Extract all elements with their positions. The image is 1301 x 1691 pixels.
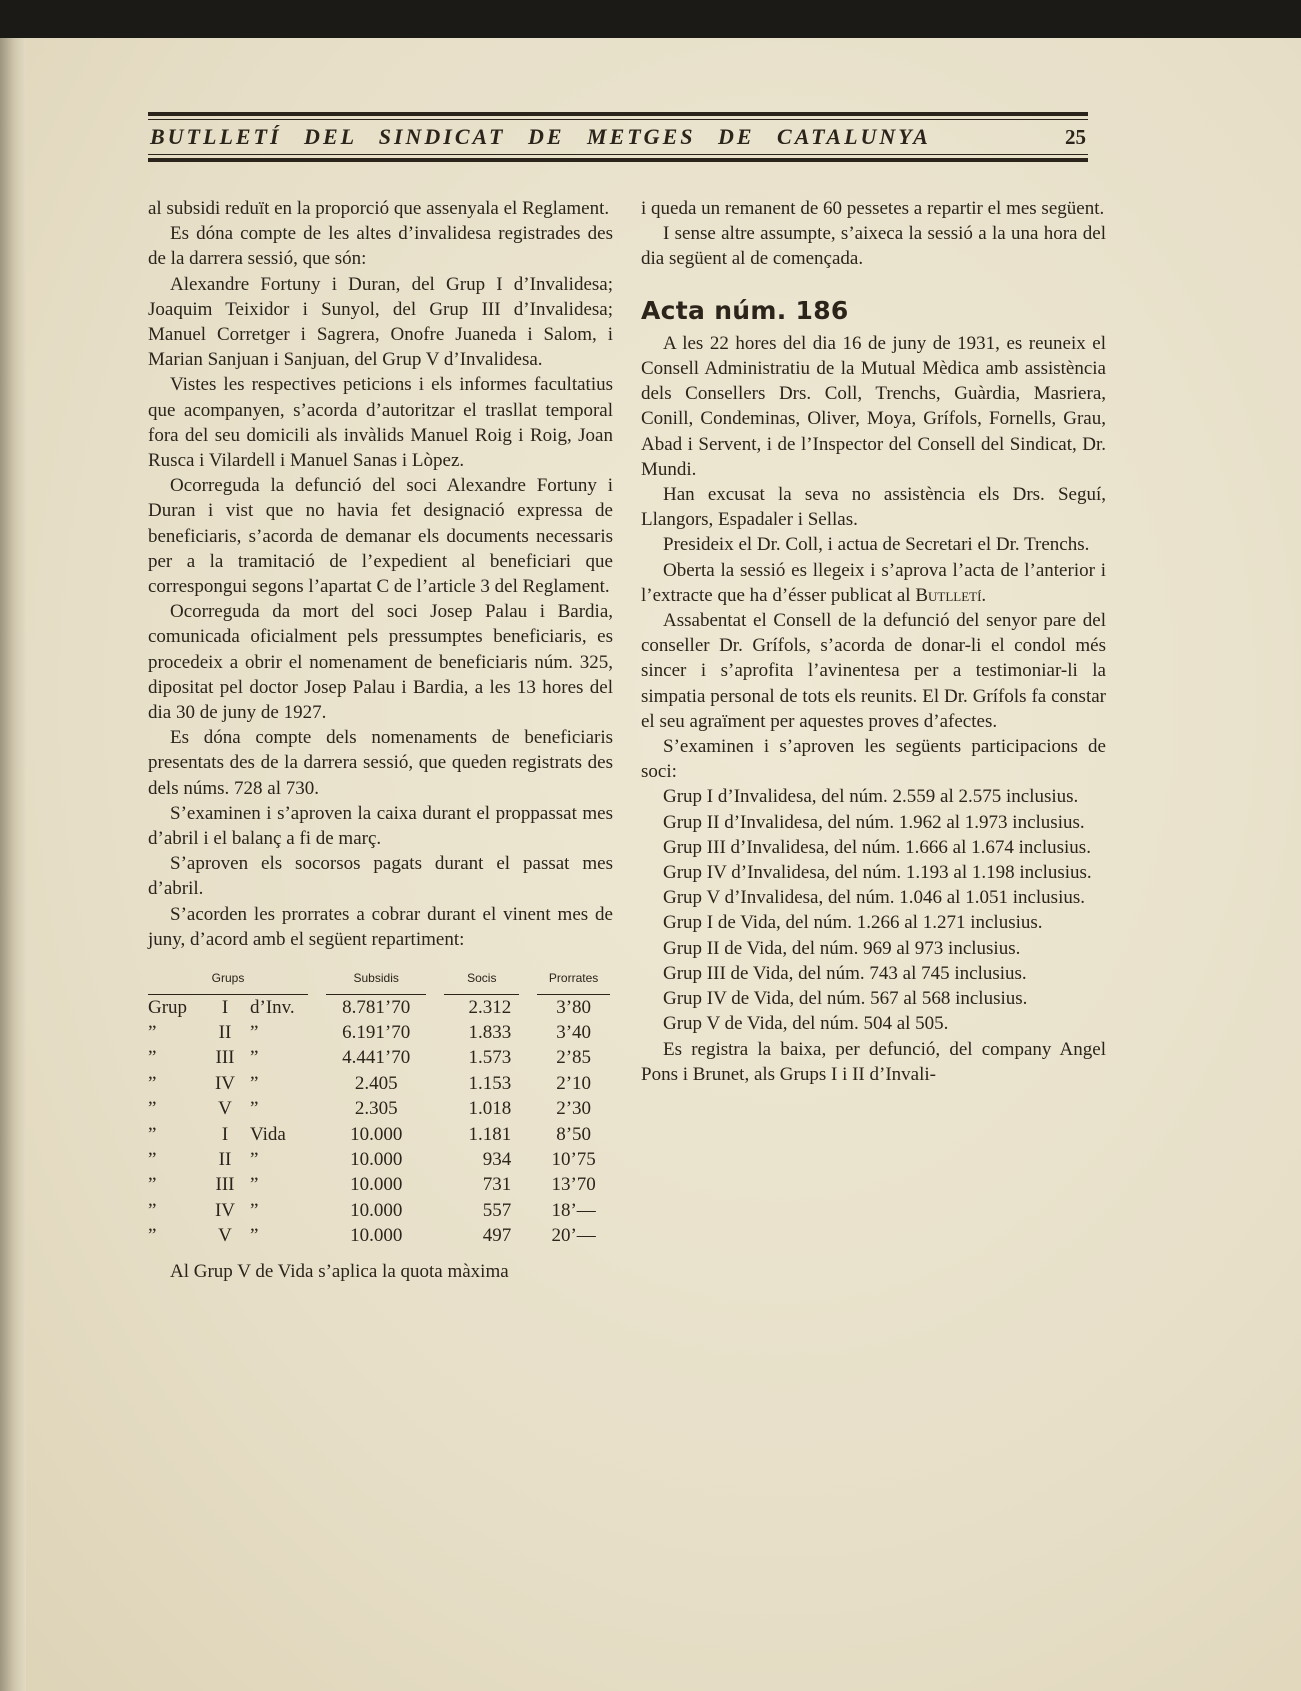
table-row (148, 1020, 610, 1045)
table-cell: III (215, 1047, 235, 1069)
table-header-row (148, 966, 610, 994)
table-row (148, 1147, 610, 1172)
table-cell: 10’75 (551, 1148, 596, 1170)
paragraph: I sense altre assumpte, s’aixeca la sessió a la una hora del dia següent al de començada. (641, 223, 1106, 270)
paragraph: Alexandre Fortuny i Duran, del Grup I d’Invalidesa; Joaquim Teixidor i Sunyol, del Grup III d’Invalidesa; Manuel Corretger i Sagrera, Onofre Juaneda i Salom, i Marian Sanjuan i Sanjuan, del Grup V d’Invalidesa. (148, 273, 613, 371)
table-cell: ” (250, 1072, 259, 1094)
table-cell: 13’70 (551, 1174, 596, 1196)
table-cell: ” (250, 1021, 259, 1043)
paragraph: Presideix el Dr. Coll, i actua de Secretari el Dr. Trenchs. (663, 534, 1090, 556)
paragraph: Grup I de Vida, del núm. 1.266 al 1.271 inclusius. (663, 912, 1043, 934)
table-cell: ” (148, 1021, 157, 1043)
table-cell: 10.000 (350, 1174, 403, 1196)
paragraph: al subsidi reduït en la proporció que assenyala el Reglament. (148, 198, 610, 219)
table-cell: 2.405 (354, 1072, 398, 1094)
table-cell: ” (148, 1148, 157, 1170)
paragraph: Grup III d’Invalidesa, del núm. 1.666 al 1.674 inclusius. (663, 836, 1091, 858)
table-cell: 2.305 (354, 1098, 398, 1120)
section-heading: Acta núm. 186 (641, 295, 849, 325)
table-cell: I (221, 996, 229, 1018)
table-cell: ” (148, 1098, 157, 1120)
paragraph: i queda un remanent de 60 pessetes a repartir el mes següent. (641, 198, 1105, 219)
table-cell: 557 (482, 1199, 512, 1221)
table-cell: 934 (482, 1148, 512, 1170)
table-cell: 10.000 (350, 1225, 403, 1247)
table-cell: III (215, 1174, 235, 1196)
table-cell: 1.181 (468, 1123, 512, 1145)
table-cell: II (218, 1021, 232, 1043)
table-row (148, 1198, 610, 1223)
paragraph: S’acorden les prorrates a cobrar durant el vinent mes de juny, d’acord amb el següent repartiment: (148, 903, 613, 950)
table-row (148, 1172, 610, 1197)
table-cell: IV (214, 1072, 236, 1094)
table-row (148, 1045, 610, 1070)
paragraph: Grup IV de Vida, del núm. 567 al 568 inclusius. (663, 988, 1028, 1010)
paragraph: Grup II de Vida, del núm. 969 al 973 inclusius. (663, 937, 1021, 959)
table-cell: I (221, 1123, 229, 1145)
table-cell: ” (148, 1225, 157, 1247)
table-cell: V (218, 1098, 232, 1120)
header-rule-top (148, 112, 1088, 116)
page-number: 25 (1065, 124, 1086, 149)
table-cell: 731 (482, 1174, 512, 1196)
table-cell: 497 (482, 1225, 512, 1247)
col-header-grups: Grups (148, 966, 308, 994)
paragraph: Oberta la sessió es llegeix i s’aprova l’acta de l’anterior i l’extracte que ha d’ésser publicat al Butlletí. (641, 559, 1106, 606)
paragraph: S’aproven els socorsos pagats durant el passat mes d’abril. (148, 853, 613, 900)
table-cell: 1.573 (468, 1047, 512, 1069)
table-cell: ” (250, 1199, 259, 1221)
paragraph: Al Grup V de Vida s’aplica la quota màxima (170, 1260, 509, 1282)
table-cell: 2’85 (556, 1047, 592, 1069)
page (0, 38, 1301, 1691)
table-cell: II (218, 1148, 232, 1170)
table-cell: ” (148, 1072, 157, 1094)
paragraph: Ocorreguda da mort del soci Josep Palau i Bardia, comunicada oficialment pels pressumptes beneficiaris, es procedeix a obrir el nomenament de beneficiaris núm. 325, dipositat pel doctor Josep Palau i Bardia, a les 13 hores del dia 30 de juny de 1927. (148, 601, 613, 724)
paragraph: S’examinen i s’aproven les següents participacions de soci: (641, 736, 1106, 783)
paragraph: Grup IV d’Invalidesa, del núm. 1.193 al 1.198 inclusius. (663, 862, 1092, 884)
binding-gutter (0, 38, 26, 1691)
participations-list (641, 608, 1106, 1087)
table-row (148, 1096, 610, 1121)
table-cell: 1.833 (468, 1021, 512, 1043)
paragraph: Grup I d’Invalidesa, del núm. 2.559 al 2.575 inclusius. (663, 786, 1079, 808)
table-cell: ” (148, 1174, 157, 1196)
col-header-subsidis: Subsidis (326, 966, 426, 994)
table-cell: Vida (250, 1123, 286, 1145)
table-cell: ” (148, 1047, 157, 1069)
table-cell: Grup (148, 996, 188, 1018)
table-body (148, 994, 610, 1249)
table-cell: 2’30 (556, 1098, 592, 1120)
table-cell: 3’40 (556, 1021, 592, 1043)
table-cell: 1.153 (468, 1072, 512, 1094)
table-cell: 3’80 (556, 996, 592, 1018)
table-cell: 18’— (551, 1199, 596, 1221)
table-cell: 8’50 (556, 1123, 592, 1145)
table-cell: 2.312 (468, 996, 512, 1018)
paragraph: Grup V d’Invalidesa, del núm. 1.046 al 1.051 inclusius. (663, 887, 1085, 909)
table-cell: ” (250, 1047, 259, 1069)
prorrates-table (148, 966, 610, 1248)
journal-title: BUTLLETÍ DEL SINDICAT DE METGES DE CATALUNYA (150, 124, 931, 149)
table-cell: 10.000 (350, 1148, 403, 1170)
paragraph: A les 22 hores del dia 16 de juny de 1931, es reuneix el Consell Administratiu de la Mutual Mèdica amb assistència dels Consellers Drs. Coll, Trenchs, Guàrdia, Masriera, Conill, Condeminas, Oliver, Moya, Grífols, Fornells, Grau, Abad i Servent, i de l’Inspector del Consell del Sindicat, Dr. Mundi. (641, 332, 1106, 480)
paragraph: Han excusat la seva no assistència els Drs. Seguí, Llangors, Espadaler i Sellas. (641, 484, 1106, 531)
table-row (148, 994, 610, 1020)
table-row (148, 1223, 610, 1248)
table-cell: ” (250, 1174, 259, 1196)
table-cell: d’Inv. (250, 996, 295, 1018)
table-row (148, 1122, 610, 1147)
paragraph: Grup III de Vida, del núm. 743 al 745 inclusius. (663, 962, 1027, 984)
table-cell: IV (214, 1199, 236, 1221)
table-cell: ” (250, 1098, 259, 1120)
paragraph: Es dóna compte dels nomenaments de beneficiaris presentats des de la darrera sessió, que queden registrats des dels núms. 728 al 730. (148, 727, 613, 799)
paragraph: Grup V de Vida, del núm. 504 al 505. (663, 1013, 949, 1035)
header-rule-bottom (148, 158, 1088, 162)
table-cell: 4.441’70 (342, 1047, 411, 1069)
table-cell: 20’— (551, 1225, 596, 1247)
table-cell: ” (250, 1148, 259, 1170)
table-cell: 6.191’70 (342, 1021, 411, 1043)
right-column (641, 196, 1106, 1087)
table-cell: 10.000 (350, 1199, 403, 1221)
paragraph: Ocorreguda la defunció del soci Alexandre Fortuny i Duran i vist que no havia fet designació expressa de beneficiaris, s’acorda de demanar els documents necessaris per a la tramitació de l’expedient al beneficiari que correspongui segons l’apartat C de l’article 3 del Reglament. (148, 475, 613, 598)
col-header-socis: Socis (444, 966, 519, 994)
table-cell: 8.781’70 (342, 996, 411, 1018)
table-cell: ” (148, 1199, 157, 1221)
col-header-prorrates: Prorrates (537, 966, 610, 994)
table-cell: 10.000 (350, 1123, 403, 1145)
paragraph: Es dóna compte de les altes d’invalidesa registrades des de la darrera sessió, que són: (148, 223, 613, 270)
butlleti-smallcaps: Butlletí. (915, 584, 987, 606)
table-row (148, 1071, 610, 1096)
paragraph: Vistes les respectives peticions i els informes facultatius que acompanyen, s’acorda d’autoritzar el trasllat temporal fora del seu domicili als invàlids Manuel Roig i Roig, Joan Rusca i Vilardell i Manuel Sanas i Lòpez. (148, 374, 613, 472)
table-cell: 2’10 (556, 1072, 592, 1094)
table-cell: 1.018 (468, 1098, 512, 1120)
left-column (148, 196, 613, 1284)
paragraph: Es registra la baixa, per defunció, del company Angel Pons i Brunet, als Grups I i II d’Invali- (641, 1038, 1106, 1085)
table-cell: ” (148, 1123, 157, 1145)
paragraph: S’examinen i s’aproven la caixa durant el proppassat mes d’abril i el balanç a fi de març. (148, 802, 613, 850)
paragraph: Grup II d’Invalidesa, del núm. 1.962 al 1.973 inclusius. (663, 811, 1085, 833)
table-cell: V (218, 1225, 232, 1247)
table-cell: ” (250, 1225, 259, 1247)
running-header (148, 112, 1088, 162)
paragraph: Assabentat el Consell de la defunció del senyor pare del conseller Dr. Grífols, s’acorda de donar-li el condol més sincer i s’aprofita l’avinentesa per a testimoniar-li la simpatia personal de tots els reunits. El Dr. Grífols fa constar el seu agraïment per aquestes proves d’afectes. (641, 610, 1106, 732)
